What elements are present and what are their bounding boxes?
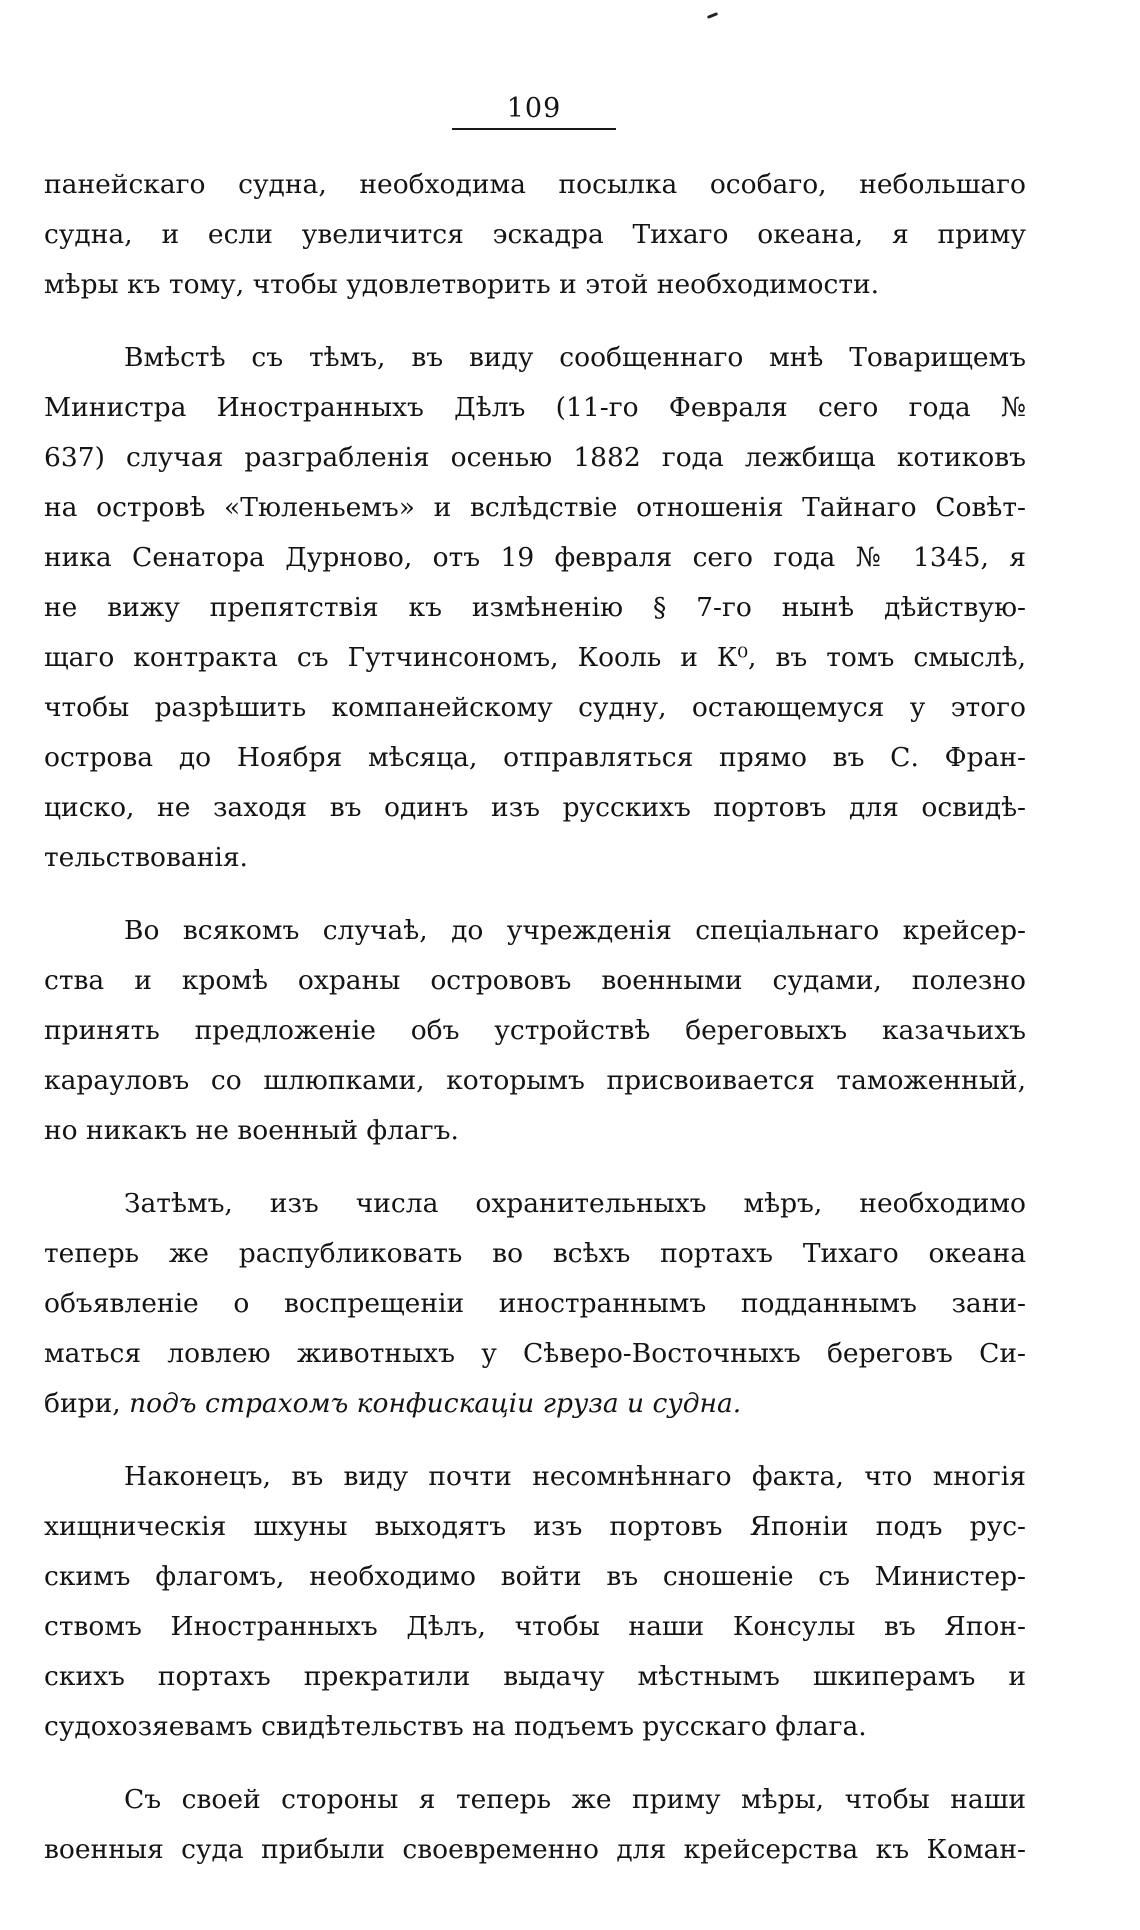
text-line: Вмѣстѣ съ тѣмъ, въ виду сообщеннаго мнѣ Товарищемъ [124, 342, 1026, 373]
body-text [44, 160, 1026, 1875]
text-line: Затѣмъ, изъ числа охранительныхъ мѣръ, необходимо [124, 1188, 1026, 1219]
text-line: не вижу препятствія къ измѣненію § 7-го нынѣ дѣйствую- [44, 592, 1026, 623]
text-line: на островѣ «Тюленьемъ» и вслѣдствіе отношенія Тайнаго Совѣт- [44, 492, 1026, 523]
text-line: тельствованія. [44, 842, 248, 873]
text-line: военныя суда прибыли своевременно для крейсерства къ Коман- [44, 1834, 1026, 1865]
page-number: 109 [506, 93, 562, 124]
text-line: карауловъ со шлюпками, которымъ присвоивается таможенный, [44, 1065, 1026, 1096]
paragraph [44, 333, 1026, 883]
text-line: чтобы разрѣшить компанейскому судну, остающемуся у этого [44, 692, 1026, 723]
page-header [452, 92, 616, 130]
print-mark [707, 12, 718, 19]
paragraph [44, 1452, 1026, 1752]
text-line: но никакъ не военный флагъ. [44, 1115, 459, 1146]
text-line: хищническія шхуны выходятъ изъ портовъ Японіи подъ рус- [44, 1511, 1026, 1542]
text-line: объявленіе о воспрещеніи иностраннымъ подданнымъ зани- [44, 1288, 1026, 1319]
text-line: ника Сенатора Дурново, отъ 19 февраля сего года № 1345, я [44, 542, 1026, 573]
paragraph [44, 906, 1026, 1156]
text-line: принять предложеніе объ устройствѣ береговыхъ казачьихъ [44, 1015, 1026, 1046]
text-line: судохозяевамъ свидѣтельствъ на подъемъ русскаго флага. [44, 1711, 867, 1742]
text-line: Съ своей стороны я теперь же приму мѣры, чтобы наши [124, 1784, 1026, 1815]
text-line: ства и кромѣ охраны острововъ военными судами, полезно [44, 965, 1026, 996]
text-line: циско, не заходя въ одинъ изъ русскихъ портовъ для освидѣ- [44, 792, 1026, 823]
text-fragment: бири, [44, 1388, 130, 1419]
text-line: щаго контракта съ Гутчинсономъ, Кооль и К⁰, въ томъ смыслѣ, [44, 642, 1026, 673]
text-line: Министра Иностранныхъ Дѣлъ (11-го Февраля сего года № [44, 392, 1026, 423]
text-line: панейскаго судна, необходима посылка особаго, небольшаго [44, 169, 1026, 200]
text-line: маться ловлею животныхъ у Сѣверо-Восточныхъ береговъ Си- [44, 1338, 1026, 1369]
text-line: скимъ флагомъ, необходимо войти въ сношеніе съ Министер- [44, 1561, 1026, 1592]
text-line: Во всякомъ случаѣ, до учрежденія спеціальнаго крейсер- [124, 915, 1026, 946]
header-rule [452, 128, 616, 130]
paragraph [44, 160, 1026, 310]
text-line: ствомъ Иностранныхъ Дѣлъ, чтобы наши Консулы въ Япон- [44, 1611, 1026, 1642]
text-line: острова до Ноября мѣсяца, отправляться прямо въ С. Фран- [44, 742, 1026, 773]
text-line: 637) случая разграбленія осенью 1882 года лежбища котиковъ [44, 442, 1026, 473]
text-line: судна, и если увеличится эскадра Тихаго океана, я приму [44, 219, 1026, 250]
text-line [44, 1379, 1026, 1429]
italic-emphasis: подъ страхомъ конфискаціи груза и судна. [129, 1388, 742, 1419]
paragraph [44, 1775, 1026, 1875]
text-line: мѣры къ тому, чтобы удовлетворить и этой необходимости. [44, 269, 880, 300]
text-line: теперь же распубликовать во всѣхъ портахъ Тихаго океана [44, 1238, 1026, 1269]
text-line: Наконецъ, въ виду почти несомнѣннаго факта, что многія [124, 1461, 1026, 1492]
text-line: скихъ портахъ прекратили выдачу мѣстнымъ шкиперамъ и [44, 1661, 1026, 1692]
paragraph [44, 1179, 1026, 1429]
